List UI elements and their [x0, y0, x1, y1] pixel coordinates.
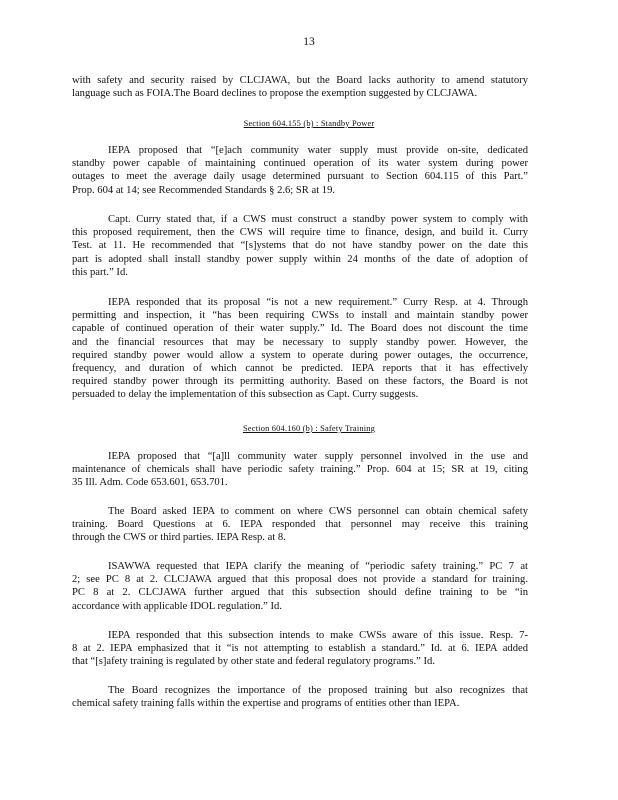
- paragraph: [72, 450, 528, 490]
- page-number: 13: [303, 36, 315, 48]
- text-line: training. Board Questions at 6. IEPA responded that personnel may receive this training: [72, 519, 528, 531]
- section-heading-text: Section 604.155 (b) : Standby Power: [243, 119, 375, 128]
- text-line: language such as FOIA.The Board declines to propose the exemption suggested by CLCJAWA.: [72, 88, 478, 100]
- text-line: frequency, and duration of which cannot be predicted. IEPA reports that it has effectively: [72, 363, 528, 375]
- text-line: persuaded to delay the implementation of this subsection as Capt. Curry suggests.: [72, 389, 419, 401]
- text-line: IEPA responded that this subsection intends to make CWSs aware of this issue. Resp. 7-: [108, 630, 528, 641]
- text-line: 35 Ill. Adm. Code 653.601, 653.701.: [72, 477, 228, 489]
- text-line: that “[s]afety training is regulated by other state and federal regulatory programs.” Id.: [72, 656, 435, 668]
- paragraph: [72, 505, 528, 545]
- text-line: The Board recognizes the importance of the proposed training but also recognizes that: [108, 685, 528, 696]
- paragraph: [72, 144, 528, 197]
- text-line: Test. at 11. He recommended that “[s]ystems that do not have standby power on the date this: [72, 240, 528, 252]
- text-line: IEPA responded that its proposal “is not a new requirement.” Curry Resp. at 4. Through: [108, 297, 528, 308]
- text-line: and the financial resources that may be necessary to supply standby power. However, the: [72, 336, 528, 348]
- paragraph: [72, 629, 528, 669]
- paragraph: [72, 684, 528, 710]
- paragraph: [72, 213, 528, 279]
- text-line: 2; see PC 8 at 2. CLCJAWA argued that this proposal does not provide a standard for training.: [72, 574, 528, 586]
- text-line: maintenance of chemicals shall have periodic safety training.” Prop. 604 at 15; SR at 19, citing: [72, 464, 528, 476]
- text-line: part is adopted shall install standby power supply within 24 months of the date of adoption of: [72, 253, 528, 265]
- text-line: Capt. Curry stated that, if a CWS must construct a standby power system to comply with: [108, 214, 528, 225]
- text-line: outages to meet the average daily usage determined pursuant to Section 604.115 of this Part.”: [72, 171, 528, 183]
- text-line: permitting and inspection, it “has been requiring CWSs to install and maintain standby power: [72, 310, 528, 322]
- text-line: this part.” Id.: [72, 266, 128, 278]
- text-line: chemical safety training falls within the expertise and programs of entities other than IEPA.: [72, 698, 460, 710]
- section-heading-604-160: [0, 423, 618, 434]
- text-line: standby power capable of maintaining continued operation of its water system during power: [72, 158, 528, 170]
- paragraph: [72, 296, 528, 402]
- text-line: Prop. 604 at 14; see Recommended Standards § 2.6; SR at 19.: [72, 184, 336, 196]
- text-line: accordance with applicable IDOL regulation.” Id.: [72, 600, 282, 612]
- section-heading-text: Section 604.160 (b) : Safety Training: [242, 424, 376, 433]
- text-line: through the CWS or third parties. IEPA Resp. at 8.: [72, 532, 286, 544]
- text-line: IEPA proposed that “[a]ll community water supply personnel involved in the use and: [108, 451, 528, 462]
- text-line: required standby power through its permitting authority. Based on these factors, the Board is not: [72, 376, 528, 388]
- text-line: capable of continued operation of their water supply.” Id. The Board does not discount the time: [72, 323, 528, 335]
- text-line: PC 8 at 2. CLCJAWA further argued that this subsection should define training to be “in: [72, 587, 528, 599]
- paragraph: [72, 560, 528, 613]
- text-line: ISAWWA requested that IEPA clarify the meaning of “periodic safety training.” PC 7 at: [108, 561, 528, 572]
- text-line: with safety and security raised by CLCJAWA, but the Board lacks authority to amend statutory: [72, 75, 528, 86]
- text-line: this proposed requirement, then the CWS will require time to finance, design, and build it. Curry: [72, 227, 528, 239]
- text-line: The Board asked IEPA to comment on where CWS personnel can obtain chemical safety: [108, 506, 528, 517]
- text-line: IEPA proposed that “[e]ach community water supply must provide on-site, dedicated: [108, 145, 528, 156]
- text-line: required standby power would allow a system to operate during power outages, the occurrence,: [72, 349, 528, 361]
- section-heading-604-155: [0, 118, 618, 129]
- text-line: 8 at 2. IEPA emphasized that it “is not attempting to establish a standard.” Id. at 6. IEPA added: [72, 643, 528, 655]
- intro-paragraph: [72, 74, 528, 100]
